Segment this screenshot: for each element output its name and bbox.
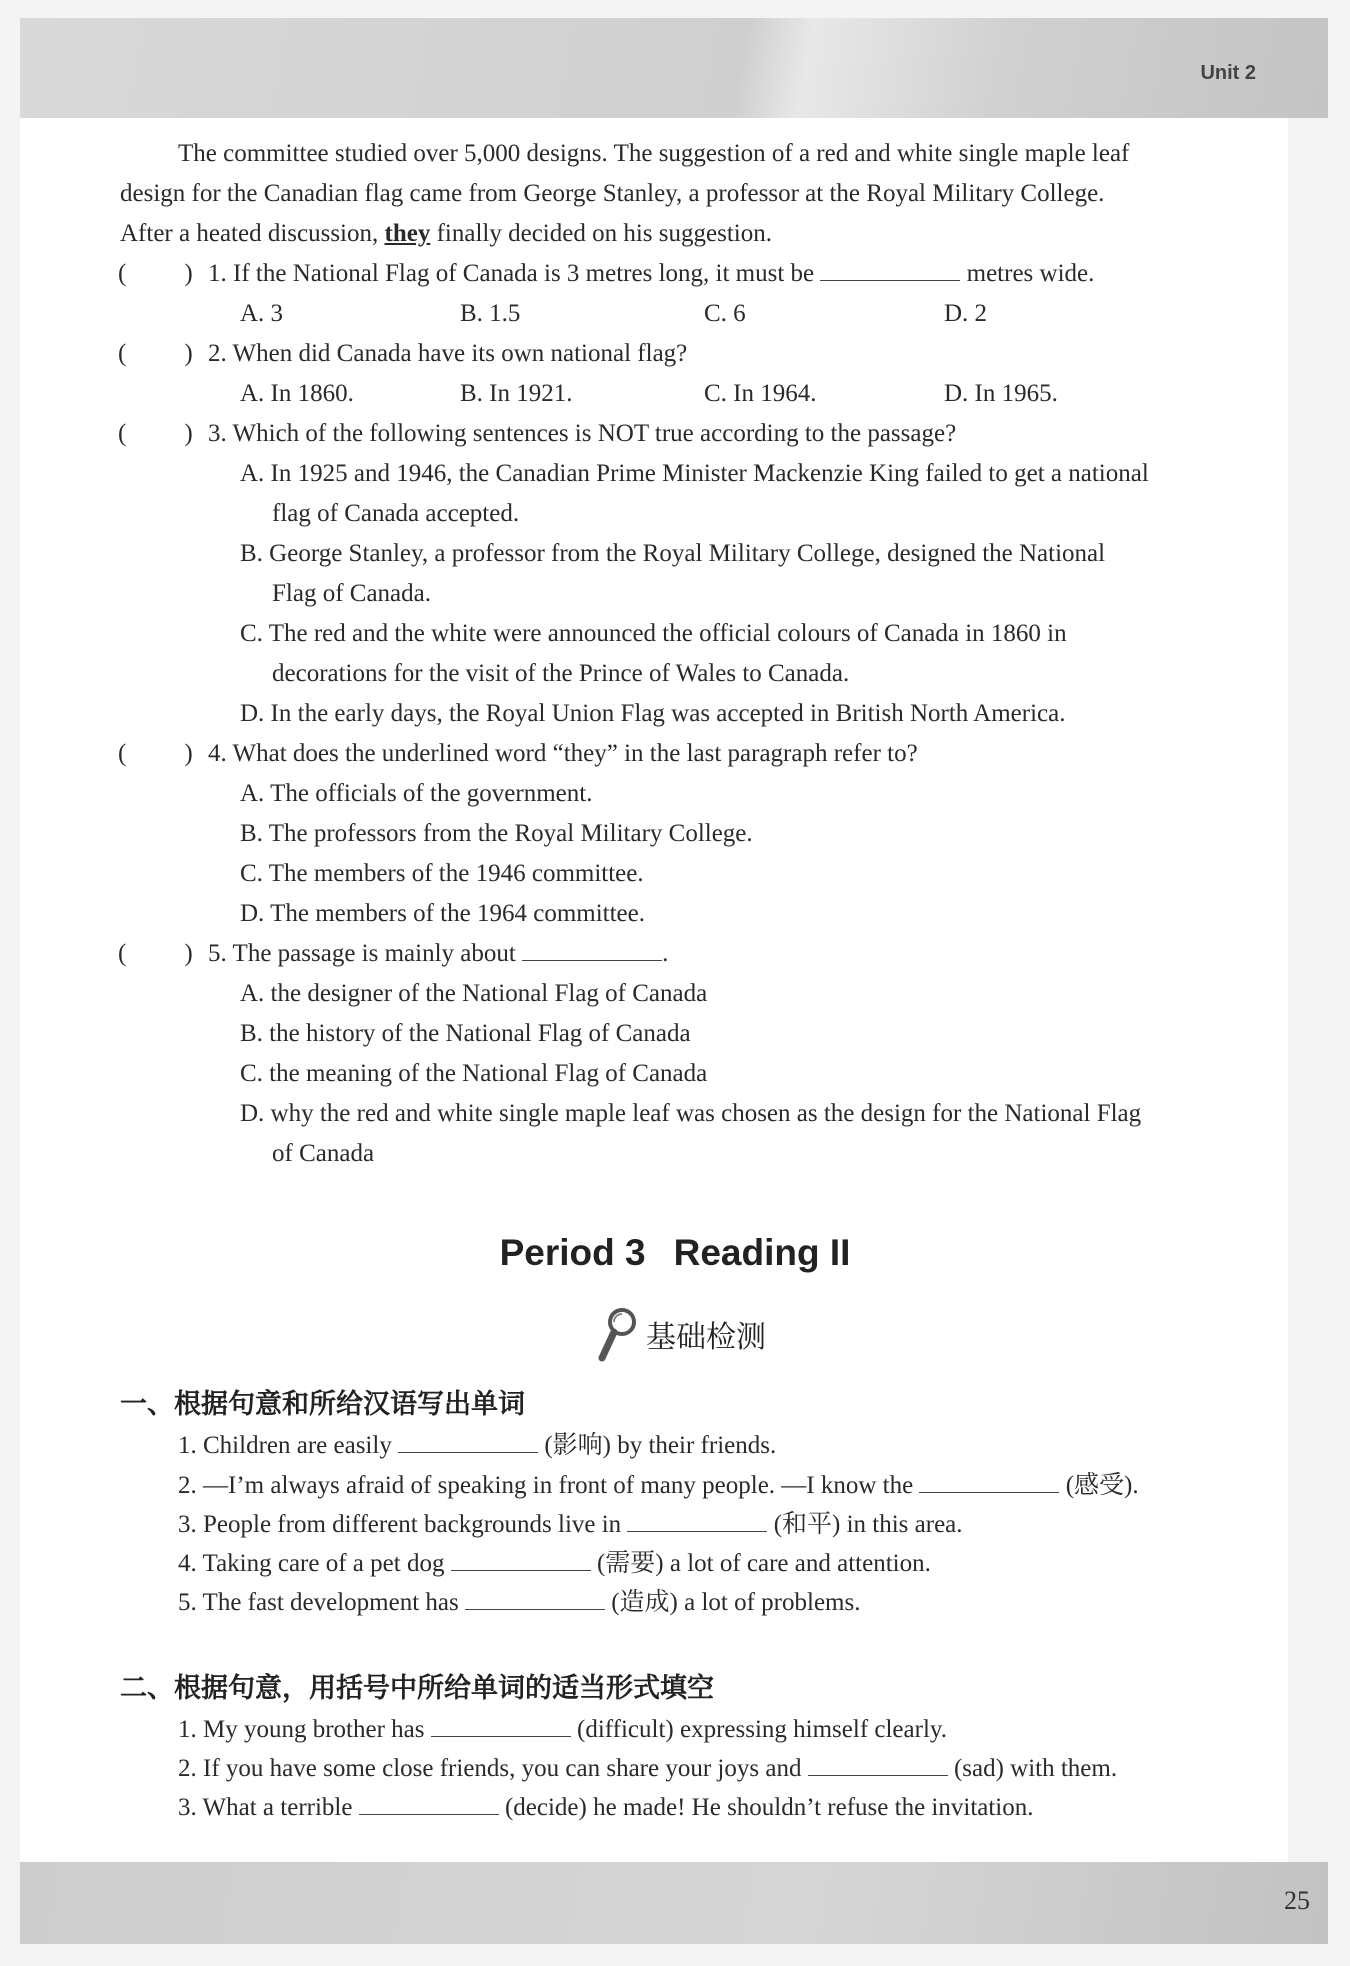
- top-band: [20, 18, 1328, 118]
- passage-line-1: The committee studied over 5,000 designs. The suggestion of a red and white single maple leaf: [178, 140, 1130, 167]
- answer-blank[interactable]: [627, 1509, 767, 1532]
- q1-pre: 1. If the National Flag of Canada is 3 metres long, it must be: [208, 260, 815, 287]
- q5-post: .: [662, 940, 669, 967]
- q1-option-a: A. 3: [240, 300, 284, 327]
- section2-item-2: [178, 1749, 1117, 1789]
- answer-blank[interactable]: [808, 1753, 948, 1776]
- subtitle-text: 基础检测: [646, 1320, 766, 1355]
- item-pre: 1. My young brother has: [178, 1716, 425, 1743]
- open-paren: (: [118, 740, 127, 767]
- item-pre: 5. The fast development has: [178, 1589, 459, 1616]
- q1-option-b: B. 1.5: [460, 300, 521, 327]
- answer-blank[interactable]: [398, 1430, 538, 1453]
- item-post: (需要) a lot of care and attention.: [596, 1550, 931, 1577]
- q4-option-c: C. The members of the 1946 committee.: [240, 860, 644, 887]
- q3-option-c-line-1: C. The red and the white were announced the official colours of Canada in 1860 in: [240, 620, 1067, 647]
- q3-option-a-line-2: flag of Canada accepted.: [272, 500, 520, 527]
- passage-line-3-pre: After a heated discussion,: [120, 220, 385, 247]
- close-paren: ): [184, 340, 193, 367]
- answer-paren-q4[interactable]: [118, 734, 193, 774]
- item-post: (和平) in this area.: [773, 1511, 963, 1538]
- q4-text: 4. What does the underlined word “they” in the last paragraph refer to?: [208, 740, 918, 767]
- open-paren: (: [118, 340, 127, 367]
- q4-option-a: A. The officials of the government.: [240, 780, 593, 807]
- section2-item-1: [178, 1710, 947, 1750]
- q5-option-d-line-1: D. why the red and white single maple leaf was chosen as the design for the National Flag: [240, 1100, 1142, 1127]
- unit-label: Unit 2: [1200, 62, 1256, 84]
- answer-paren-q2[interactable]: [118, 334, 193, 374]
- q1-option-d: D. 2: [944, 300, 988, 327]
- q2-option-b: B. In 1921.: [460, 380, 573, 407]
- answer-paren-q3[interactable]: [118, 414, 193, 454]
- answer-blank[interactable]: [451, 1548, 591, 1571]
- q2-option-c: C. In 1964.: [704, 380, 817, 407]
- section1-item-1: [178, 1426, 776, 1466]
- close-paren: ): [184, 260, 193, 287]
- period-title: Reading II: [673, 1232, 851, 1273]
- answer-blank[interactable]: [919, 1470, 1059, 1493]
- period-number: Period 3: [499, 1232, 646, 1273]
- q1-blank[interactable]: [820, 258, 960, 281]
- magnifier-icon: [596, 1306, 640, 1362]
- close-paren: ): [184, 740, 193, 767]
- passage-line-3: [120, 214, 772, 254]
- item-pre: 2. If you have some close friends, you can share your joys and: [178, 1755, 802, 1782]
- q4-option-d: D. The members of the 1964 committee.: [240, 900, 645, 927]
- item-post: (影响) by their friends.: [544, 1432, 777, 1459]
- q3-option-b-line-1: B. George Stanley, a professor from the Royal Military College, designed the National: [240, 540, 1106, 567]
- section2-title: 二、根据句意，用括号中所给单词的适当形式填空: [120, 1673, 714, 1704]
- section1-item-4: [178, 1544, 931, 1584]
- section1-item-5: [178, 1583, 860, 1623]
- q3-option-b-line-2: Flag of Canada.: [272, 580, 431, 607]
- q5-option-c: C. the meaning of the National Flag of Canada: [240, 1060, 708, 1087]
- q3-option-a-line-1: A. In 1925 and 1946, the Canadian Prime Minister Mackenzie King failed to get a national: [240, 460, 1149, 487]
- item-post: (sad) with them.: [953, 1755, 1118, 1782]
- underlined-word-they: they: [384, 220, 431, 247]
- open-paren: (: [118, 940, 127, 967]
- q2-text: 2. When did Canada have its own national flag?: [208, 340, 688, 367]
- q1-text: [208, 254, 1094, 294]
- item-post: (感受).: [1065, 1472, 1139, 1499]
- q3-option-d: D. In the early days, the Royal Union Flag was accepted in British North America.: [240, 700, 1066, 727]
- item-pre: 4. Taking care of a pet dog: [178, 1550, 445, 1577]
- item-pre: 3. What a terrible: [178, 1794, 353, 1821]
- close-paren: ): [184, 420, 193, 447]
- q5-pre: 5. The passage is mainly about: [208, 940, 516, 967]
- answer-blank[interactable]: [359, 1792, 499, 1815]
- q3-text: 3. Which of the following sentences is NOT true according to the passage?: [208, 420, 957, 447]
- item-pre: 1. Children are easily: [178, 1432, 392, 1459]
- section1-title: 一、根据句意和所给汉语写出单词: [120, 1389, 525, 1420]
- q5-text: [208, 934, 668, 974]
- q3-option-c-line-2: decorations for the visit of the Prince of Wales to Canada.: [272, 660, 850, 687]
- item-pre: 3. People from different backgrounds live in: [178, 1511, 622, 1538]
- q1-post: metres wide.: [966, 260, 1095, 287]
- item-post: (decide) he made! He shouldn’t refuse the invitation.: [504, 1794, 1034, 1821]
- item-pre: 2. —I’m always afraid of speaking in front of many people. —I know the: [178, 1472, 914, 1499]
- passage-line-2: design for the Canadian flag came from George Stanley, a professor at the Royal Military College.: [120, 180, 1105, 207]
- close-paren: ): [184, 940, 193, 967]
- q2-option-d: D. In 1965.: [944, 380, 1058, 407]
- open-paren: (: [118, 260, 127, 287]
- answer-paren-q1[interactable]: [118, 254, 193, 294]
- q5-option-a: A. the designer of the National Flag of Canada: [240, 980, 708, 1007]
- section2-item-3: [178, 1788, 1034, 1828]
- q4-option-b: B. The professors from the Royal Military College.: [240, 820, 753, 847]
- page-number: 25: [1284, 1886, 1310, 1915]
- subtitle-block: [596, 1306, 766, 1362]
- answer-paren-q5[interactable]: [118, 934, 193, 974]
- q5-option-b: B. the history of the National Flag of Canada: [240, 1020, 691, 1047]
- q1-option-c: C. 6: [704, 300, 746, 327]
- open-paren: (: [118, 420, 127, 447]
- q5-blank[interactable]: [522, 938, 662, 961]
- q5-option-d-line-2: of Canada: [272, 1140, 375, 1167]
- bottom-band: [20, 1862, 1328, 1944]
- answer-blank[interactable]: [465, 1587, 605, 1610]
- answer-blank[interactable]: [431, 1714, 571, 1737]
- section1-item-3: [178, 1505, 963, 1545]
- item-post: (difficult) expressing himself clearly.: [577, 1716, 948, 1743]
- period-heading: [0, 1232, 1350, 1274]
- passage-line-3-post: finally decided on his suggestion.: [430, 220, 772, 247]
- section1-item-2: [178, 1466, 1139, 1506]
- q2-option-a: A. In 1860.: [240, 380, 354, 407]
- item-post: (造成) a lot of problems.: [611, 1589, 861, 1616]
